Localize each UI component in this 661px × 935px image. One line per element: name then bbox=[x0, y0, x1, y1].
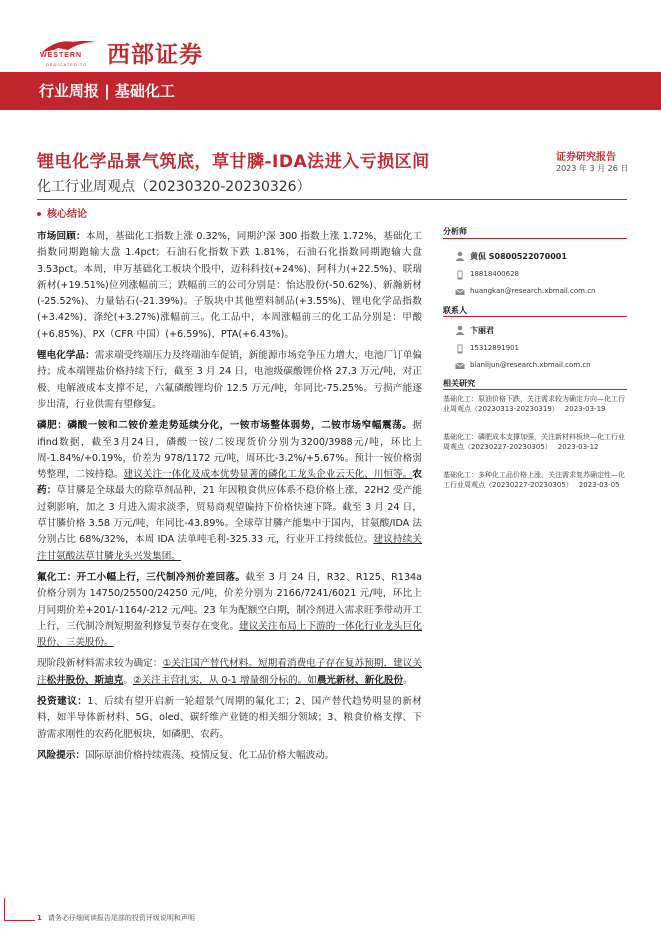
para-text: 草甘膦是全球最大的除草剂品种，21 年因粮食供应体系不稳价格上涨，22H2 受产能过剩影响，加之 3 月进入需求淡季，贸易商观望偏持下价格快速下降。截至 3 月 24 日，草甘膦价格 3.58 万元/吨，年同比-43.89%。全球草甘膦产能集中于国内，甘氨酸/IDA 法分别占比 68%/32%，本周 IDA 法单吨毛利-325.33 元，行业开工持续低位。 bbox=[37, 485, 423, 546]
para-text: 本周，基础化工指数上涨 0.32%，同期沪深 300 指数上涨 1.72%，基础化工指数同期跑输大盘 1.4pct；石油石化指数下跌 1.81%，石油石化指数同期跑输大盘 3.53pct。本周，申万基础化工板块个股中，迈科科技(+24%)、阿科力(+22.5%)、联瑞新材(+19.51%)位列涨幅前三；跌幅前三的公司分别是：怡达股份(-50.62%)、新瀚新材(-25.52%)、力量钻石(-21.39%)。子版块中其他塑料制品(+3.55%)、锂电化学品指数(+3.42%)、涤纶(+3.27%)涨幅前三。化工品中，本周涨幅前三的化工品分别是：甲酸(+6.85%)、PX（CFR 中国）(+6.59%)、PTA(+6.43%)。 bbox=[37, 231, 423, 340]
para-lead: 风险提示： bbox=[37, 749, 85, 761]
person-icon bbox=[455, 325, 465, 335]
contact-heading: 联系人 bbox=[443, 306, 467, 315]
related-report[interactable] bbox=[443, 432, 627, 452]
title-divider bbox=[37, 199, 627, 200]
section-heading-label: 核心结论 bbox=[47, 209, 87, 220]
contact-email[interactable]: bianlijun@research.xbmail.com.cn bbox=[470, 361, 591, 369]
market-review-paragraph bbox=[37, 229, 422, 343]
para-recommendation: ②关注主营扎实，从 0-1 增量细分标的。如 bbox=[132, 674, 317, 686]
footer bbox=[37, 913, 195, 923]
analyst-email[interactable]: huangkan@research.xbmail.com.cn bbox=[470, 287, 596, 295]
footer-accent bbox=[4, 898, 5, 920]
phone-icon bbox=[455, 344, 465, 354]
para-recommendation: 建议关注布局上下游的一体化行业龙头巨化股份、三美股份。 bbox=[37, 620, 423, 649]
investment-advice-paragraph bbox=[37, 694, 422, 743]
logo-tagline: DEDICATED TO bbox=[46, 62, 88, 67]
para-text: 。 bbox=[403, 674, 413, 686]
report-type: 证券研究报告 bbox=[556, 152, 616, 163]
risk-paragraph bbox=[37, 748, 422, 764]
report-date: 2023 年 3 月 26 日 bbox=[556, 164, 629, 173]
email-icon bbox=[455, 361, 465, 371]
para-stocks: 松井股份、斯迪克 bbox=[46, 674, 124, 686]
logo-chinese: 西部证券 bbox=[107, 42, 203, 68]
para-text: 截至 3 月 24 日，R32、R125、R134a 价格分别为 14750/25500/24250 元/吨，价差分别为 2166/7241/6021 元/吨，环比上月同期价差+201/-1164/-212 元/吨。23 年为配额空白期，制冷剂进入需求旺季带动开工上行，三代制冷剂短期盈利修复节奏存在变化。 bbox=[37, 571, 422, 632]
related-report-title[interactable]: 基础化工：多种化工品价格上涨，关注需求复苏确定性—化工行业周观点（20230227-20230305） bbox=[443, 471, 625, 489]
para-stocks: 晨光新材、新化股份 bbox=[316, 674, 404, 686]
footer-accent bbox=[4, 920, 35, 921]
para-text: 据ifind数据，截至3月24日，磷酸一铵/二铵现货价分别为3200/3988元/吨，环比上周-1.84%/+0.19%，价差为 978/1172 元/吨，周环比-3.2%/+5.67%。预计一铵价格弱势整理，二铵持稳。 bbox=[37, 420, 422, 481]
para-text: 国际原油价格持续震荡、疫情反复、化工品价格大幅波动。 bbox=[84, 749, 335, 761]
para-lead: 市场回顾： bbox=[37, 231, 86, 242]
fluorine-paragraph bbox=[37, 570, 422, 651]
related-heading: 相关研究 bbox=[443, 379, 475, 388]
email-icon bbox=[455, 287, 465, 297]
main-body bbox=[37, 229, 422, 769]
analyst-phone: 18818400628 bbox=[470, 270, 519, 278]
para-recommendation: 建议持续关注甘氨酸法草甘膦龙头兴发集团。 bbox=[37, 534, 423, 562]
para-lead: 农药： bbox=[37, 469, 423, 497]
phone-icon bbox=[455, 270, 465, 280]
para-lead: 磷肥：磷酸一铵和二铵价差走势延续分化，一铵市场整体弱势，二铵市场窄幅震荡。 bbox=[37, 420, 413, 432]
para-text: 。 bbox=[123, 674, 133, 686]
logo-english: WESTERN bbox=[40, 52, 82, 59]
related-report[interactable] bbox=[443, 470, 627, 490]
sidebar-divider bbox=[443, 316, 627, 317]
para-lead: 投资建议： bbox=[37, 696, 88, 708]
analyst-heading: 分析师 bbox=[443, 227, 467, 236]
para-recommendation: ①关注国产替代材料。短期看消费电子存在复苏预期，建议关注 bbox=[37, 658, 422, 686]
report-subtitle: 化工行业周观点（20230320-20230326） bbox=[37, 179, 311, 195]
para-text: 1、后续有望开启新一轮超景气周期的氟化工；2、国产替代趋势明显的新材料，如半导体新材料、5G、oled、碳纤维产业链的相关细分领域；3、粮食价格支撑、下游需求刚性的农药化肥板块，如磷肥、农药。 bbox=[37, 696, 423, 740]
header-band-title: 行业周报 | 基础化工 bbox=[39, 82, 175, 100]
contact-name: 卞丽君 bbox=[470, 326, 494, 335]
related-report-date: 2023-03-19 bbox=[564, 405, 606, 413]
section-heading bbox=[37, 205, 87, 220]
para-lead: 氟化工：开工小幅上行，三代制冷剂价差回落。 bbox=[37, 571, 246, 583]
related-report-title[interactable]: 基础化工：磷肥成本支撑加强，关注新材料板块—化工行业周观点（20230227-20230305） bbox=[443, 433, 625, 451]
page-number: 1 bbox=[37, 914, 42, 922]
para-text: 需求端受终端压力及终端油车促销，新能源市场竞争压力增大，电池厂订单偏持；成本端锂盐价格持续下行，截至 3 月 24 日，电池级碳酸锂价格 27.3 万元/吨，对正极、电解液成本支撑不足，六氟磷酸锂均价 12.5 万元/吨，年同比-75.25%。亏损产能逐步出清，行业供需有望修复。 bbox=[37, 350, 423, 410]
para-lead: 锂电化学品： bbox=[37, 350, 95, 362]
footer-disclaimer: 请务必仔细阅读报告尾部的投资评级说明和声明 bbox=[47, 914, 195, 922]
lithium-paragraph bbox=[37, 348, 422, 413]
related-report-title[interactable]: 基础化工：原油价格下跌，关注需求较为确定方向—化工行业周观点（20230313-20230319） bbox=[443, 395, 625, 413]
analyst-name: 黄侃 S0800522070001 bbox=[470, 252, 567, 261]
bullet-icon bbox=[37, 212, 41, 216]
company-logo-icon bbox=[40, 34, 100, 64]
related-report-date: 2023-03-12 bbox=[557, 443, 599, 451]
person-icon bbox=[455, 251, 465, 261]
para-recommendation: 建议关注一体化及成本优势显著的磷化工龙头企业云天化、川恒等。 bbox=[123, 469, 413, 481]
para-text: 现阶段新材料需求较为确定： bbox=[37, 658, 163, 670]
report-title: 锂电化学品景气筑底，草甘膦-IDA法进入亏损区间 bbox=[37, 152, 430, 172]
new-materials-paragraph bbox=[37, 656, 422, 689]
sidebar-divider bbox=[443, 389, 627, 390]
related-report[interactable] bbox=[443, 394, 627, 414]
sidebar-divider bbox=[443, 238, 627, 239]
related-report-date: 2023-03-05 bbox=[578, 481, 620, 489]
phosphate-paragraph bbox=[37, 418, 422, 565]
contact-phone: 15312891901 bbox=[470, 344, 519, 352]
